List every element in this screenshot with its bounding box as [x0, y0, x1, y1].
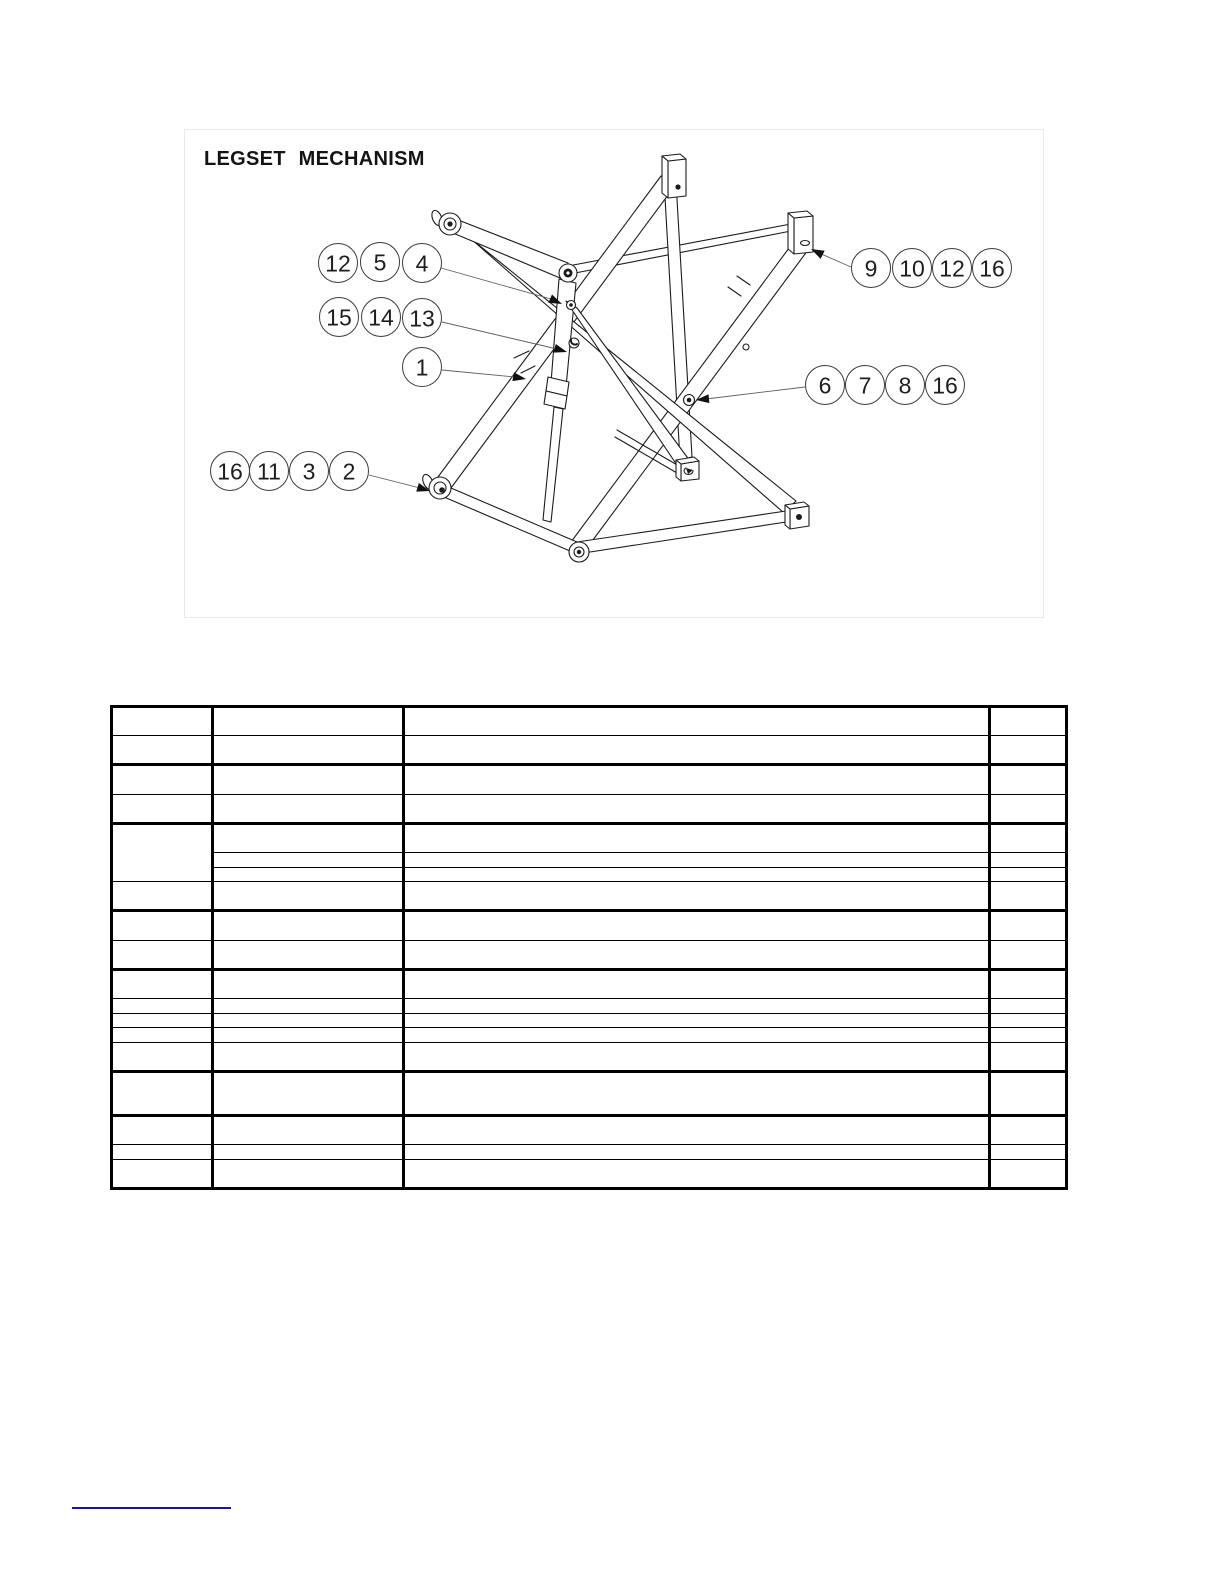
table-row — [112, 1028, 1067, 1043]
table-cell — [404, 1145, 990, 1160]
table-cell — [112, 1115, 213, 1144]
table-row — [112, 707, 1067, 736]
table-row — [112, 853, 1067, 868]
table-row — [112, 736, 1067, 765]
table-cell — [213, 911, 404, 940]
leader-line — [706, 387, 805, 399]
table-cell — [112, 1072, 213, 1116]
table-row — [112, 794, 1067, 823]
table-row — [112, 940, 1067, 969]
callout-16 — [211, 452, 250, 491]
table-cell — [990, 1028, 1067, 1043]
table-cell — [112, 911, 213, 940]
leader-line — [819, 253, 851, 267]
table-cell — [112, 736, 213, 765]
table-cell — [990, 1145, 1067, 1160]
table-cell — [404, 1042, 990, 1071]
callout-16 — [926, 366, 965, 405]
parts-table — [110, 705, 1068, 1190]
callout-10 — [893, 249, 932, 288]
roller-upper-left — [430, 209, 461, 235]
callout-12 — [319, 244, 358, 283]
table-row — [112, 999, 1067, 1014]
table-cell — [404, 1072, 990, 1116]
table-cell — [112, 999, 213, 1014]
callout-3 — [290, 452, 329, 491]
table-cell — [990, 1159, 1067, 1188]
table-row — [112, 882, 1067, 911]
callout-label-5: 5 — [373, 249, 387, 276]
callout-label-2: 2 — [342, 458, 356, 485]
table-cell — [404, 940, 990, 969]
table-cell — [404, 882, 990, 911]
table-cell — [213, 999, 404, 1014]
table-cell — [112, 707, 213, 736]
callout-6 — [806, 366, 845, 405]
table-cell — [213, 823, 404, 852]
table-cell — [213, 794, 404, 823]
notch-2 — [728, 276, 750, 296]
table-cell — [112, 765, 213, 794]
table-cell — [112, 940, 213, 969]
table-row — [112, 823, 1067, 852]
callout-label-11: 11 — [257, 458, 281, 485]
diagram-title: LEGSET MECHANISM — [204, 148, 425, 170]
table-cell — [404, 765, 990, 794]
table-row — [112, 765, 1067, 794]
table-cell — [404, 1028, 990, 1043]
callout-13 — [403, 299, 442, 338]
legset-mechanism-drawing — [185, 130, 1043, 617]
table-row — [112, 1159, 1067, 1188]
table-cell — [990, 1013, 1067, 1028]
leg-long — [446, 217, 796, 513]
callout-2 — [330, 452, 369, 491]
center-pivot-bolt — [684, 395, 695, 406]
rail-left — [437, 482, 577, 554]
table-row — [112, 1145, 1067, 1160]
table-cell — [404, 1159, 990, 1188]
callout-5 — [361, 243, 400, 282]
bracket-bottom-right — [785, 502, 809, 529]
table-cell — [112, 1145, 213, 1160]
beam-hole — [743, 344, 749, 350]
callout-label-9: 9 — [864, 255, 878, 282]
table-cell — [990, 1042, 1067, 1071]
table-cell — [112, 794, 213, 823]
table-cell — [404, 999, 990, 1014]
table-cell — [213, 707, 404, 736]
table-row — [112, 969, 1067, 998]
table-row — [112, 867, 1067, 882]
table-cell — [213, 1028, 404, 1043]
table-cell — [112, 882, 213, 911]
table-cell — [990, 969, 1067, 998]
table-cell — [990, 853, 1067, 868]
leader-line — [442, 370, 515, 377]
table-cell — [990, 823, 1067, 852]
leader-line — [442, 322, 557, 349]
callout-16 — [973, 249, 1012, 288]
table-cell — [404, 794, 990, 823]
table-cell — [112, 969, 213, 998]
bracket-top — [662, 154, 686, 198]
table-row — [112, 911, 1067, 940]
table-cell — [213, 882, 404, 911]
table-cell — [990, 1072, 1067, 1116]
table-cell — [213, 765, 404, 794]
table-cell — [990, 940, 1067, 969]
footer-link-rule[interactable] — [72, 1507, 231, 1509]
callout-11 — [250, 452, 289, 491]
table-cell — [213, 1042, 404, 1071]
callout-label-15: 15 — [326, 304, 352, 331]
callout-label-16: 16 — [217, 458, 243, 485]
leader-line — [369, 475, 420, 488]
actuator-rod — [543, 407, 563, 522]
table-row — [112, 1013, 1067, 1028]
callout-7 — [846, 366, 885, 405]
callout-4 — [403, 244, 442, 283]
callout-label-6: 6 — [818, 372, 832, 399]
callout-14 — [362, 298, 401, 337]
table-cell — [213, 1115, 404, 1144]
table-cell — [112, 1028, 213, 1043]
table-cell — [213, 1072, 404, 1116]
table-cell — [404, 867, 990, 882]
table-cell — [990, 707, 1067, 736]
callout-1 — [403, 348, 442, 387]
callout-label-10: 10 — [899, 255, 925, 282]
callout-12 — [933, 249, 972, 288]
hub-bolt — [567, 301, 576, 310]
roller-bottom-mid — [569, 542, 589, 562]
inner-beam — [566, 301, 690, 468]
bracket-right — [788, 211, 813, 254]
table-cell — [112, 1013, 213, 1028]
table-cell — [404, 823, 990, 852]
leader-line — [441, 268, 551, 299]
bracket-bottom-center — [676, 457, 699, 481]
table-cell — [990, 765, 1067, 794]
callout-label-4: 4 — [415, 250, 429, 277]
table-cell — [404, 736, 990, 765]
table-cell — [213, 1159, 404, 1188]
callout-label-7: 7 — [858, 372, 872, 399]
callout-label-14: 14 — [368, 304, 394, 331]
table-row — [112, 1072, 1067, 1116]
table-cell — [990, 736, 1067, 765]
callout-label-8: 8 — [898, 372, 912, 399]
table-cell — [213, 867, 404, 882]
callout-label-1: 1 — [415, 354, 429, 381]
callout-label-12: 12 — [325, 250, 351, 277]
table-cell — [404, 1013, 990, 1028]
table-cell — [213, 1145, 404, 1160]
table-cell — [404, 1115, 990, 1144]
callout-label-16: 16 — [979, 255, 1005, 282]
leader-arrowhead — [811, 249, 825, 259]
table-cell — [990, 999, 1067, 1014]
table-cell-merged — [112, 823, 213, 881]
table-cell — [990, 867, 1067, 882]
callout-label-13: 13 — [409, 305, 435, 332]
table-cell — [112, 1159, 213, 1188]
table-cell — [404, 969, 990, 998]
table-cell — [990, 794, 1067, 823]
table-cell — [990, 1115, 1067, 1144]
table-cell — [112, 1042, 213, 1071]
mechanism-line-art — [421, 154, 813, 562]
callout-label-16: 16 — [932, 372, 958, 399]
table-cell — [213, 853, 404, 868]
callout-9 — [852, 249, 891, 288]
callout-label-3: 3 — [302, 458, 316, 485]
actuator-cylinder — [551, 279, 576, 387]
legset-diagram-frame — [184, 129, 1044, 618]
table-cell — [213, 1013, 404, 1028]
table-cell — [990, 882, 1067, 911]
table-cell — [213, 940, 404, 969]
table-row — [112, 1115, 1067, 1144]
table-cell — [990, 911, 1067, 940]
table-cell — [213, 969, 404, 998]
spacer-part — [569, 338, 579, 348]
table-cell — [404, 911, 990, 940]
callout-15 — [320, 298, 359, 337]
table-cell — [213, 736, 404, 765]
callout-8 — [886, 366, 925, 405]
table-cell — [404, 853, 990, 868]
callout-label-12: 12 — [939, 255, 965, 282]
table-cell — [404, 707, 990, 736]
table-row — [112, 1042, 1067, 1071]
pivot-hub — [559, 264, 577, 282]
